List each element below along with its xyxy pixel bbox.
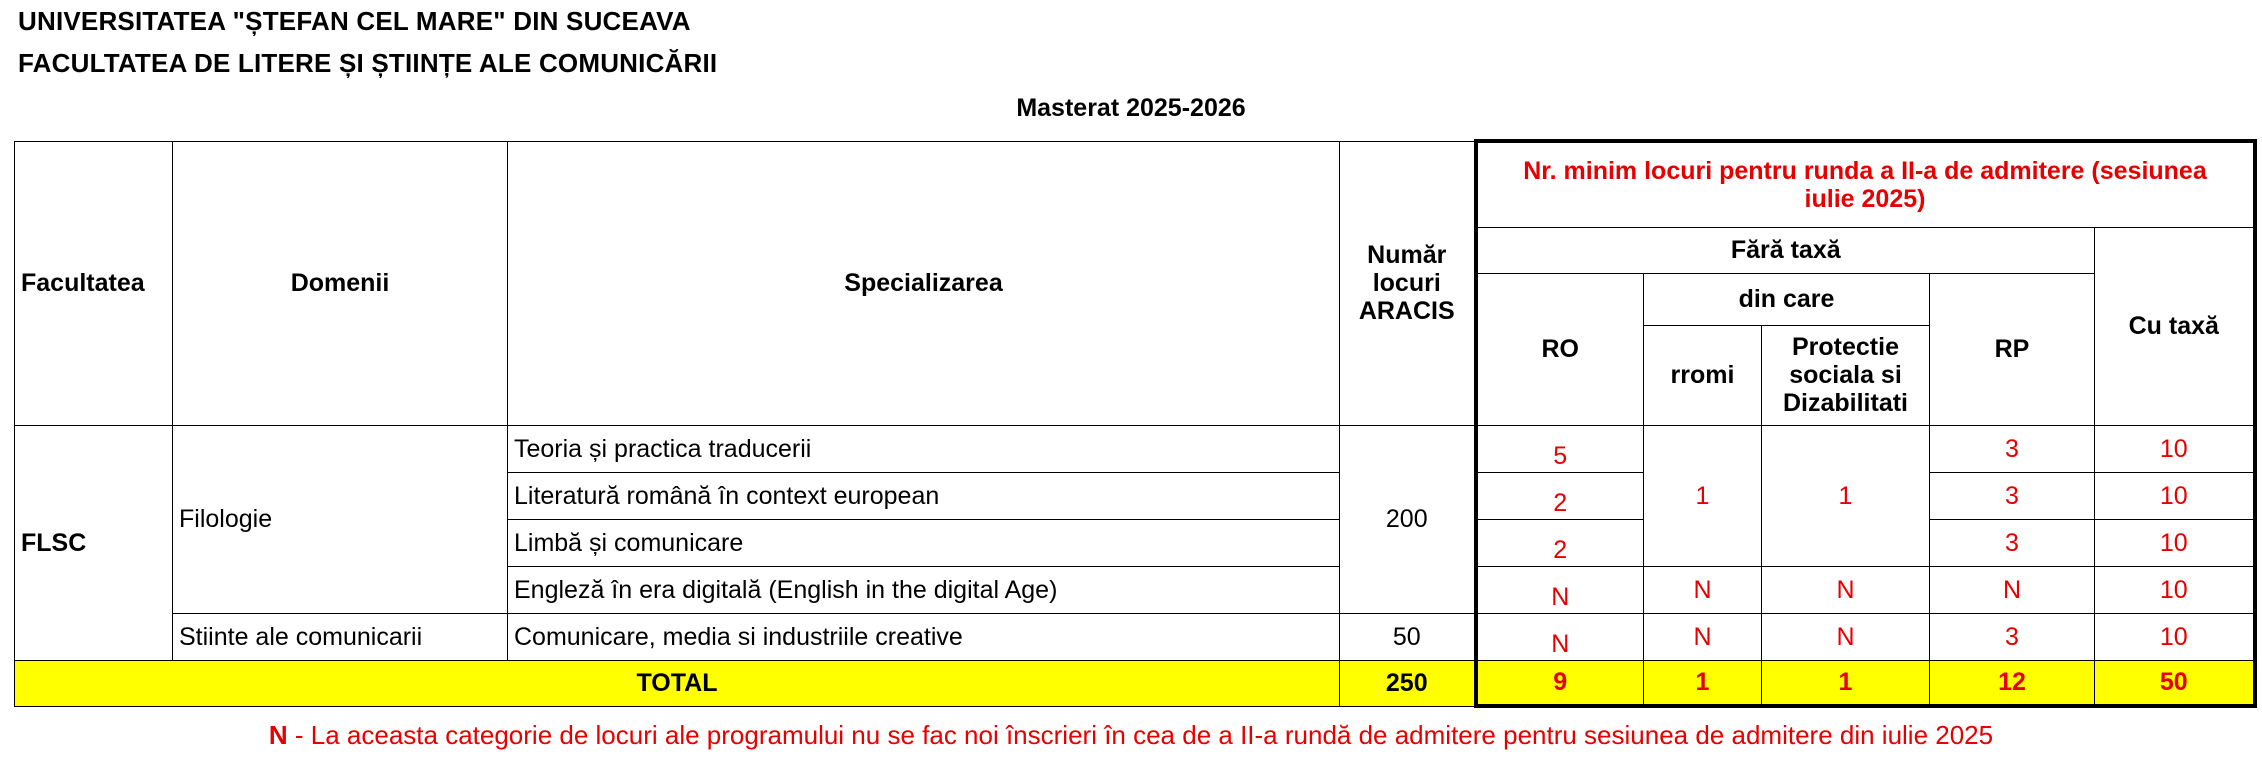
cu-taxa-cell: 10 xyxy=(2095,566,2255,613)
rp-cell: 3 xyxy=(1930,613,2095,660)
total-cu-taxa: 50 xyxy=(2095,660,2255,706)
faculty-code-cell: FLSC xyxy=(15,425,173,660)
aracis-cell: 200 xyxy=(1340,425,1476,613)
col-header-rromi: rromi xyxy=(1644,325,1762,425)
ro-cell: 2 xyxy=(1476,519,1644,566)
ro-cell: 5 xyxy=(1476,425,1644,472)
domain-cell: Stiinte ale comunicarii xyxy=(173,613,508,660)
protectie-cell: N xyxy=(1762,566,1930,613)
faculty-name: FACULTATEA DE LITERE ȘI ȘTIINȚE ALE COMUNICĂRII xyxy=(18,48,718,78)
table-row xyxy=(15,613,2255,660)
total-ro: 9 xyxy=(1476,660,1644,706)
footnote xyxy=(0,720,2262,751)
total-rromi: 1 xyxy=(1644,660,1762,706)
cu-taxa-cell: 10 xyxy=(2095,613,2255,660)
rp-cell: 3 xyxy=(1930,519,2095,566)
total-rp: 12 xyxy=(1930,660,2095,706)
col-header-rp: RP xyxy=(1930,273,2095,425)
footnote-key: N xyxy=(268,720,288,750)
university-name: UNIVERSITATEA "ȘTEFAN CEL MARE" DIN SUCEAVA xyxy=(18,6,691,36)
col-header-protectie xyxy=(1762,325,1930,425)
rromi-cell: 1 xyxy=(1644,425,1762,566)
rromi-cell: N xyxy=(1644,566,1762,613)
col-header-ro: RO xyxy=(1476,273,1644,425)
protectie-cell: 1 xyxy=(1762,425,1930,566)
program-name-cell: Literatură română în context european xyxy=(508,472,1340,519)
ro-cell: 2 xyxy=(1476,472,1644,519)
col-header-numar-locuri xyxy=(1340,141,1476,425)
total-protectie: 1 xyxy=(1762,660,1930,706)
total-aracis: 250 xyxy=(1340,660,1476,706)
program-name-cell: Teoria și practica traducerii xyxy=(508,425,1340,472)
aracis-cell: 50 xyxy=(1340,613,1476,660)
program-year-title: Masterat 2025-2026 xyxy=(1016,94,1246,122)
program-name-cell: Engleză în era digitală (English in the digital Age) xyxy=(508,566,1340,613)
protectie-cell: N xyxy=(1762,613,1930,660)
cu-taxa-cell: 10 xyxy=(2095,472,2255,519)
admission-places-table xyxy=(14,139,2257,708)
rp-cell: 3 xyxy=(1930,425,2095,472)
total-row xyxy=(15,660,2255,706)
col-header-domenii: Domenii xyxy=(173,141,508,425)
total-label: TOTAL xyxy=(15,660,1340,706)
ro-cell: N xyxy=(1476,566,1644,613)
header-row-1 xyxy=(15,141,2255,227)
col-header-din-care: din care xyxy=(1644,273,1930,325)
col-header-runda xyxy=(1476,141,2255,227)
rromi-cell: N xyxy=(1644,613,1762,660)
rp-cell: 3 xyxy=(1930,472,2095,519)
runda-title: Nr. minim locuri pentru runda a II-a de admitere (sesiunea iulie 2025) xyxy=(1523,156,2207,213)
col-header-cu-taxa: Cu taxă xyxy=(2095,227,2255,425)
numar-locuri-label: Număr locuri ARACIS xyxy=(1358,241,1455,325)
col-header-fara-taxa: Fără taxă xyxy=(1476,227,2095,273)
table-row xyxy=(15,425,2255,472)
cu-taxa-cell: 10 xyxy=(2095,519,2255,566)
footnote-text: - La aceasta categorie de locuri ale programului nu se fac noi înscrieri în cea de a II-a rundă de admitere pentru sesiunea de admitere din iulie 2025 xyxy=(287,720,1994,750)
rp-cell: N xyxy=(1930,566,2095,613)
cu-taxa-cell: 10 xyxy=(2095,425,2255,472)
program-name-cell: Comunicare, media si industriile creative xyxy=(508,613,1340,660)
col-header-specializarea: Specializarea xyxy=(508,141,1340,425)
protectie-label: Protectie sociala si Dizabilitati xyxy=(1782,333,1908,417)
col-header-facultatea: Facultatea xyxy=(15,141,173,425)
domain-cell: Filologie xyxy=(173,425,508,613)
program-name-cell: Limbă și comunicare xyxy=(508,519,1340,566)
ro-cell: N xyxy=(1476,613,1644,660)
